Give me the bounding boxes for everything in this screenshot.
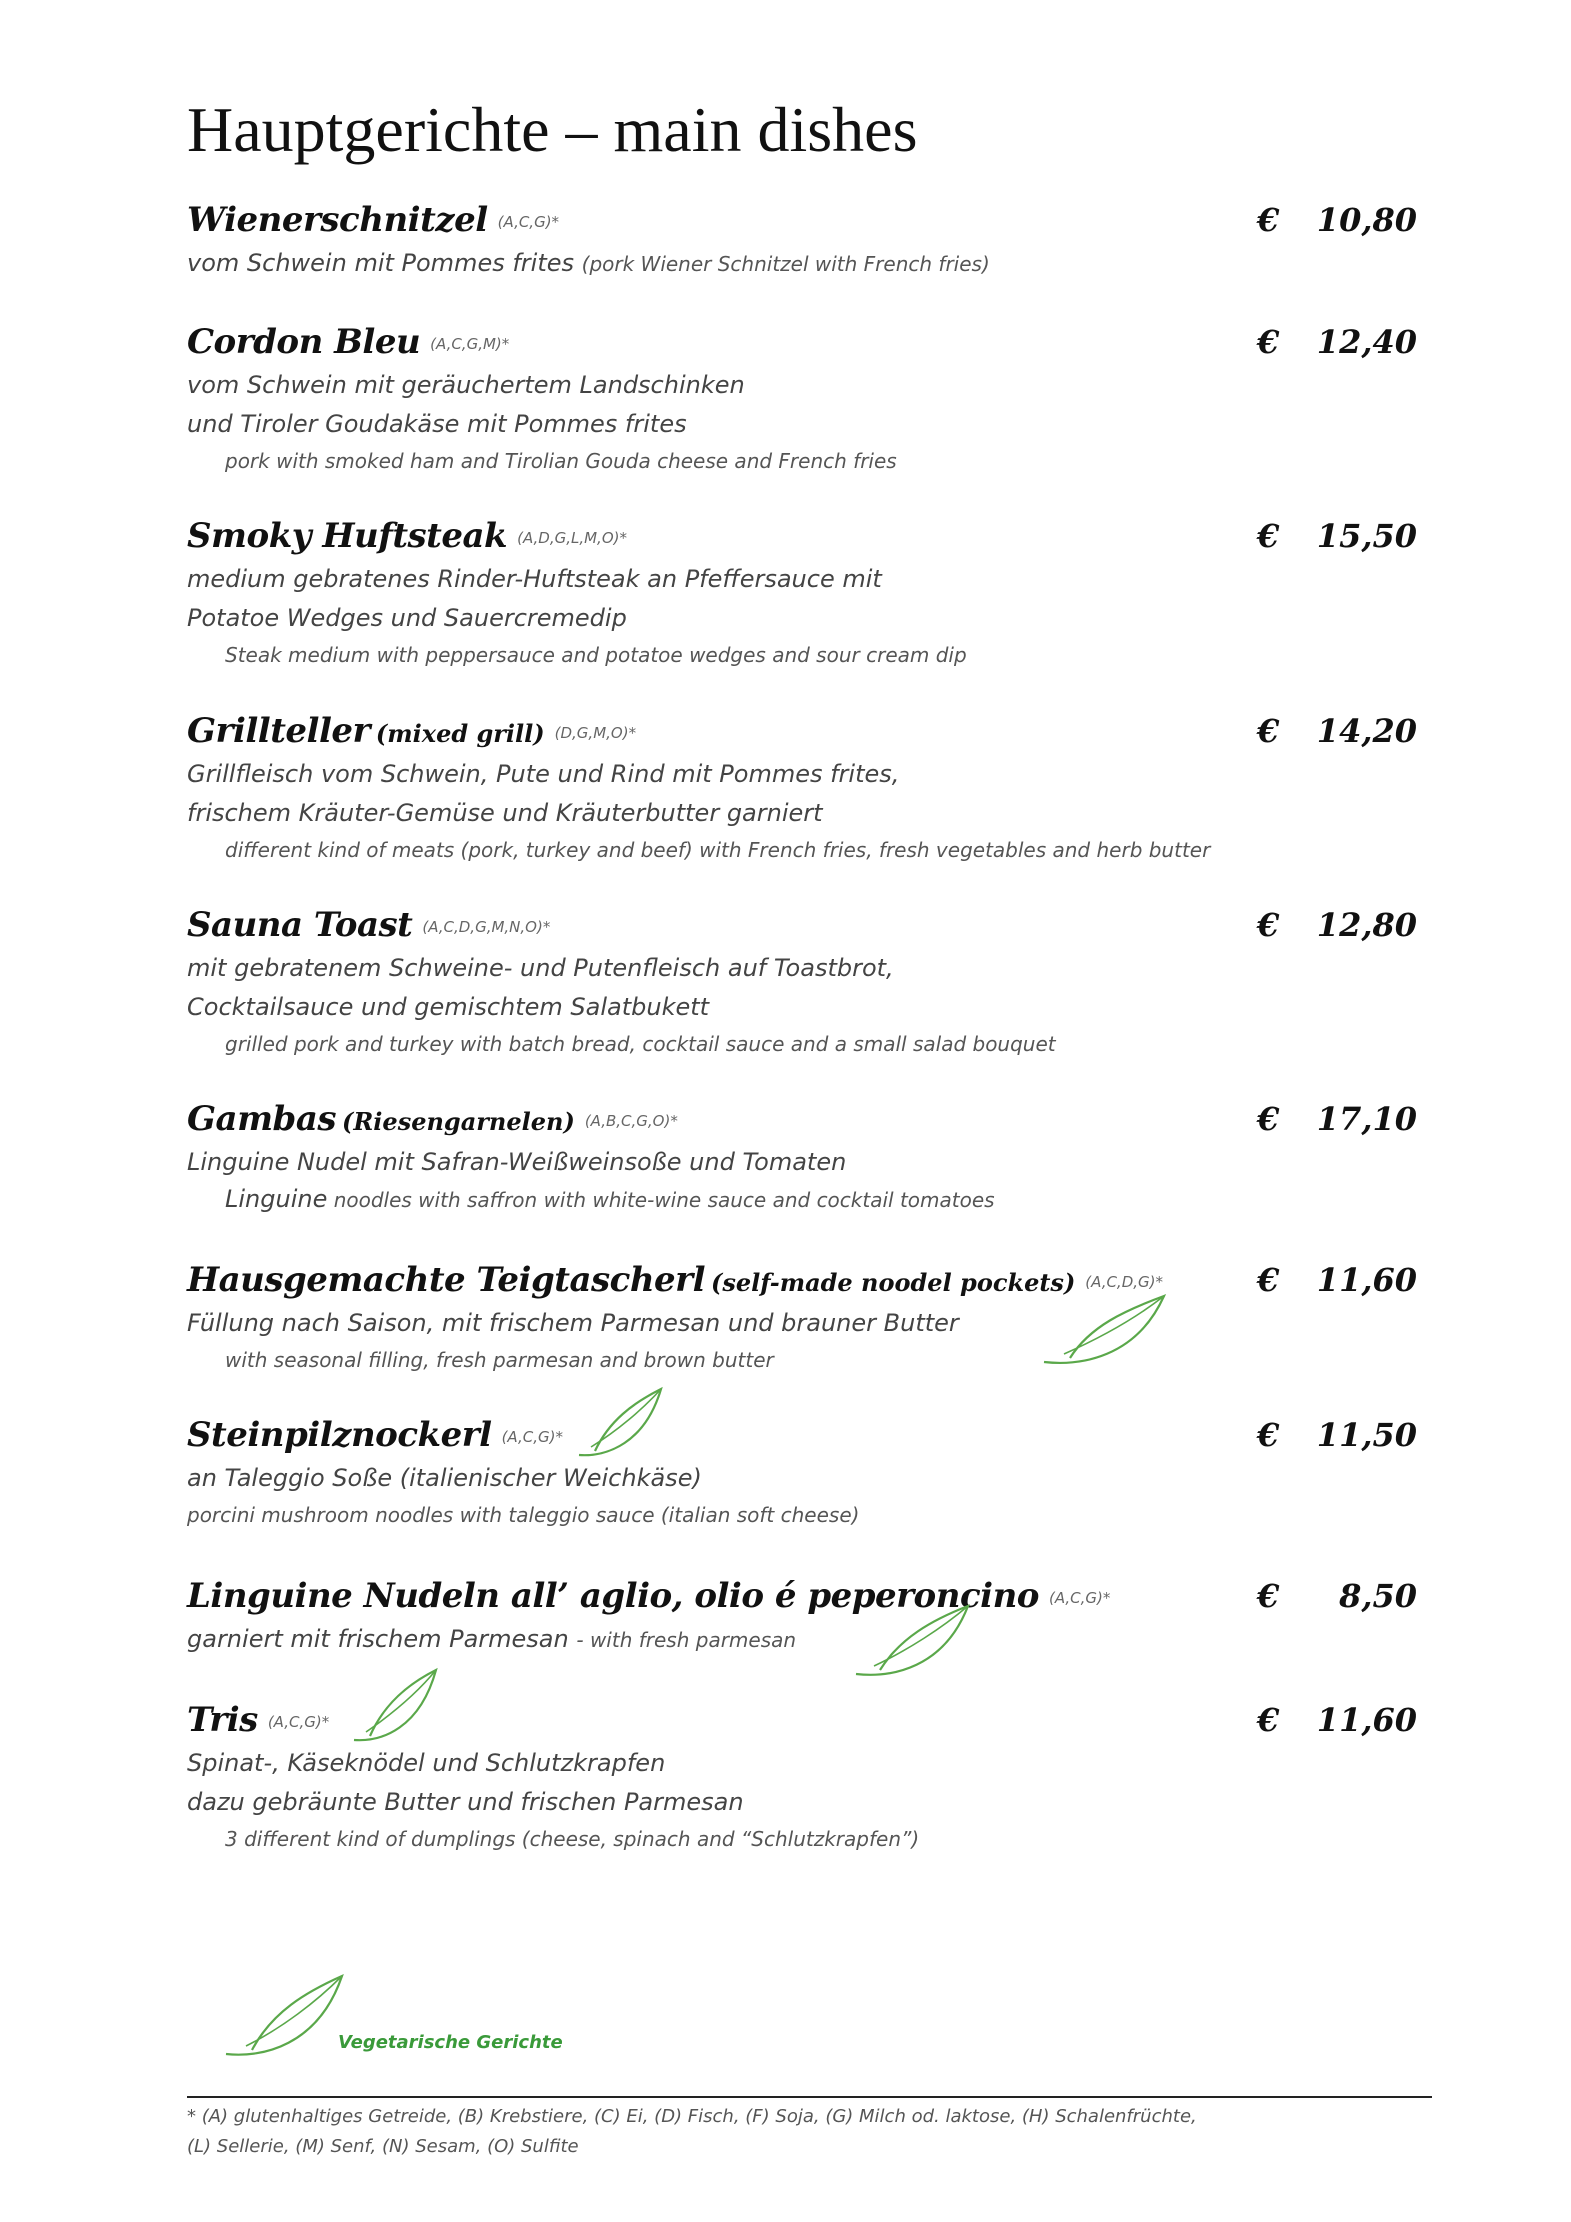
price-amount: 8,50: [1339, 1577, 1417, 1615]
currency-symbol: €: [1257, 1416, 1280, 1454]
description-line: Potatoe Wedges und Sauercremedip: [187, 604, 627, 632]
dish-name: Smoky Huftsteak: [187, 516, 508, 556]
description-line: Füllung nach Saison, mit frischem Parmesan und brauner Butter: [187, 1309, 959, 1337]
dish-subtitle: (mixed grill): [375, 719, 545, 748]
dish-wienerschnitzel: [187, 196, 1417, 284]
leaf-icon: [222, 1970, 347, 2060]
currency-symbol: €: [1257, 323, 1280, 361]
price: [1257, 512, 1417, 560]
price: [1257, 707, 1417, 755]
description-line: Linguine Nudel mit Safran-Weißweinsoße und Tomaten: [187, 1148, 847, 1176]
english-description: grilled pork and turkey with batch bread, cocktail sauce and a small salad bouquet: [225, 1032, 1056, 1056]
allergen-footnote: [187, 2102, 1432, 2162]
description-line: und Tiroler Goudakäse mit Pommes frites: [187, 410, 687, 438]
currency-symbol: €: [1257, 201, 1280, 239]
description-line: Spinat-, Käseknödel und Schlutzkrapfen: [187, 1749, 666, 1777]
dish-gambas: [187, 1095, 1417, 1217]
price: [1257, 1256, 1417, 1304]
english-description: Linguine noodles with saffron with white-wine sauce and cocktail tomatoes: [225, 1185, 995, 1213]
footer-divider: [187, 2096, 1432, 2098]
leaf-icon: [852, 1600, 972, 1680]
dish-linguine-nudeln: [187, 1572, 1417, 1660]
page-title: Hauptgerichte – main dishes: [187, 94, 918, 165]
price: [1257, 196, 1417, 244]
english-description: pork with smoked ham and Tirolian Gouda cheese and French fries: [225, 449, 897, 473]
dish-smoky-huftsteak: [187, 512, 1417, 672]
allergen-codes: (A,C,G)*: [1048, 1589, 1111, 1607]
price-amount: 11,60: [1316, 1701, 1417, 1739]
price: [1257, 1572, 1417, 1620]
allergen-codes: (A,C,G)*: [497, 213, 560, 231]
price: [1257, 318, 1417, 366]
currency-symbol: €: [1257, 1100, 1280, 1138]
leaf-icon: [575, 1385, 665, 1460]
footnote-line: * (A) glutenhaltiges Getreide, (B) Krebstiere, (C) Ei, (D) Fisch, (F) Soja, (G) Milch od. laktose, (H) Schalenfrüchte,: [187, 2106, 1197, 2127]
allergen-codes: (A,C,D,G,M,N,O)*: [422, 918, 551, 936]
dish-subtitle: (Riesengarnelen): [342, 1107, 575, 1136]
currency-symbol: €: [1257, 1261, 1280, 1299]
dish-name: Steinpilznockerl: [187, 1415, 492, 1455]
price-amount: 12,80: [1316, 906, 1417, 944]
allergen-codes: (A,C,D,G)*: [1085, 1273, 1163, 1291]
description-line: dazu gebräunte Butter und frischen Parmesan: [187, 1788, 744, 1816]
dish-grillteller: [187, 707, 1417, 867]
description-line: medium gebratenes Rinder-Huftsteak an Pfeffersauce mit: [187, 565, 882, 593]
allergen-codes: (D,G,M,O)*: [554, 724, 637, 742]
price-amount: 10,80: [1316, 201, 1417, 239]
dish-name: Linguine Nudeln all’ aglio, olio é peperoncino: [187, 1576, 1039, 1616]
currency-symbol: €: [1257, 1701, 1280, 1739]
english-description: porcini mushroom noodles with taleggio sauce (italian soft cheese): [187, 1503, 860, 1527]
footnote-line: (L) Sellerie, (M) Senf, (N) Sesam, (O) Sulfite: [187, 2136, 579, 2157]
allergen-codes: (A,D,G,L,M,O)*: [517, 529, 627, 547]
dish-subtitle: (self-made noodel pockets): [711, 1268, 1076, 1297]
dish-cordon-bleu: [187, 318, 1417, 478]
english-description: different kind of meats (pork, turkey and beef) with French fries, fresh vegetables and herb butter: [225, 838, 1211, 862]
description-line: Cocktailsauce und gemischtem Salatbukett: [187, 993, 710, 1021]
currency-symbol: €: [1257, 906, 1280, 944]
description-line: garniert mit frischem Parmesan - with fresh parmesan: [187, 1625, 797, 1653]
description-line: mit gebratenem Schweine- und Putenfleisch auf Toastbrot,: [187, 954, 894, 982]
english-description: 3 different kind of dumplings (cheese, spinach and “Schlutzkrapfen”): [225, 1827, 920, 1851]
dish-name: Tris: [187, 1700, 258, 1740]
leaf-icon: [350, 1666, 440, 1746]
allergen-codes: (A,C,G)*: [267, 1713, 330, 1731]
price-amount: 15,50: [1316, 517, 1417, 555]
dish-name: Cordon Bleu: [187, 322, 421, 362]
english-description: Steak medium with peppersauce and potatoe wedges and sour cream dip: [225, 643, 967, 667]
dish-name: Hausgemachte Teigtascherl: [187, 1260, 706, 1300]
english-inline: (pork Wiener Schnitzel with French fries): [581, 252, 990, 276]
description-line: an Taleggio Soße (italienischer Weichkäse): [187, 1464, 702, 1492]
price-amount: 12,40: [1316, 323, 1417, 361]
description-line: frischem Kräuter-Gemüse und Kräuterbutter garniert: [187, 799, 823, 827]
leaf-icon: [1040, 1288, 1170, 1368]
description-line: vom Schwein mit Pommes frites (pork Wiener Schnitzel with French fries): [187, 249, 990, 277]
currency-symbol: €: [1257, 1577, 1280, 1615]
price: [1257, 1696, 1417, 1744]
dish-sauna-toast: [187, 901, 1417, 1061]
currency-symbol: €: [1257, 517, 1280, 555]
vegetarian-legend-label: Vegetarische Gerichte: [338, 2032, 563, 2053]
currency-symbol: €: [1257, 712, 1280, 750]
english-description: with seasonal filling, fresh parmesan and brown butter: [225, 1348, 774, 1372]
price-amount: 14,20: [1316, 712, 1417, 750]
price: [1257, 1411, 1417, 1459]
price: [1257, 1095, 1417, 1143]
dish-name: Grillteller: [187, 711, 370, 751]
english-inline: - with fresh parmesan: [576, 1628, 797, 1652]
price-amount: 11,50: [1316, 1416, 1417, 1454]
dish-name: Wienerschnitzel: [187, 200, 488, 240]
description-line: Grillfleisch vom Schwein, Pute und Rind mit Pommes frites,: [187, 760, 900, 788]
allergen-codes: (A,C,G)*: [501, 1428, 563, 1446]
price-amount: 11,60: [1316, 1261, 1417, 1299]
dish-name: Sauna Toast: [187, 905, 413, 945]
description-line: vom Schwein mit geräuchertem Landschinken: [187, 371, 745, 399]
price-amount: 17,10: [1316, 1100, 1417, 1138]
dish-steinpilznockerl: [187, 1411, 1417, 1532]
allergen-codes: (A,B,C,G,O)*: [584, 1112, 678, 1130]
allergen-codes: (A,C,G,M)*: [430, 335, 510, 353]
price: [1257, 901, 1417, 949]
dish-name: Gambas: [187, 1099, 336, 1139]
dish-hausgemachte-teigtascherl: [187, 1256, 1417, 1377]
